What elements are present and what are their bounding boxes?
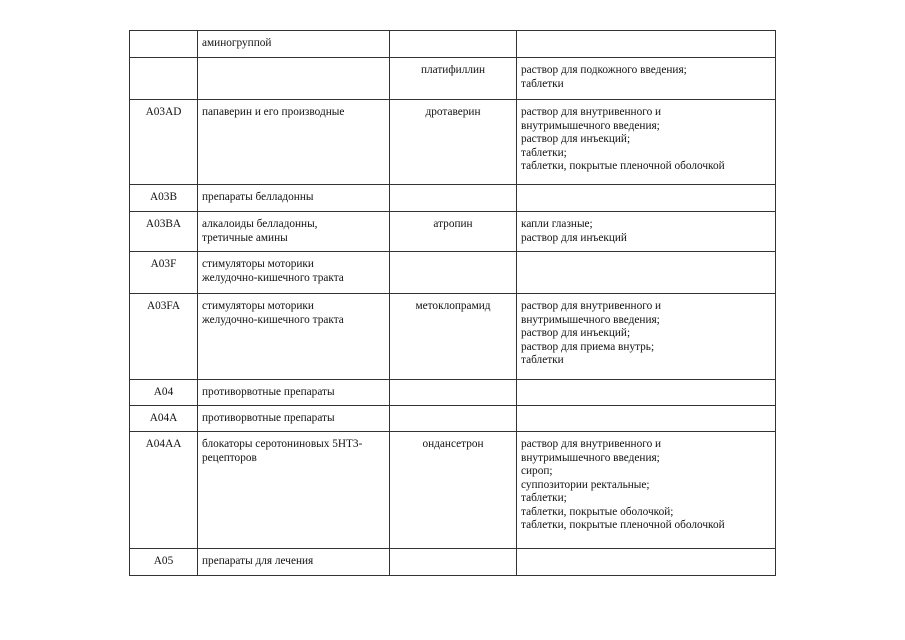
dosage-form-line: раствор для внутривенного и bbox=[521, 106, 662, 118]
dosage-form-cell bbox=[517, 31, 776, 58]
anatomical-group-cell bbox=[198, 100, 390, 185]
group-name-line: аминогруппой bbox=[202, 37, 272, 49]
atc-code-cell: A03AD bbox=[130, 100, 198, 185]
group-name-line: препараты для лечения bbox=[202, 555, 314, 567]
atc-code-cell: A03B bbox=[130, 185, 198, 212]
group-name-line: блокаторы серотониновых 5HT3- bbox=[202, 438, 363, 450]
atc-code-cell: A03FA bbox=[130, 294, 198, 380]
table-row bbox=[130, 294, 776, 380]
dosage-form-line: раствор для инъекций; bbox=[521, 327, 631, 339]
dosage-form-line: раствор для внутривенного и bbox=[521, 300, 662, 312]
table-row bbox=[130, 252, 776, 294]
drug-name-cell: платифиллин bbox=[390, 58, 517, 100]
dosage-form-line: таблетки; bbox=[521, 492, 567, 504]
dosage-form-line: раствор для подкожного введения; bbox=[521, 64, 687, 76]
dosage-form-cell bbox=[517, 549, 776, 576]
drug-name-cell bbox=[390, 185, 517, 212]
table-row bbox=[130, 100, 776, 185]
group-name-line: третичные амины bbox=[202, 231, 288, 244]
atc-code-cell bbox=[130, 31, 198, 58]
dosage-form-line: таблетки, покрытые пленочной оболочкой bbox=[521, 519, 725, 531]
anatomical-group-cell bbox=[198, 294, 390, 380]
drug-name-cell: метоклопрамид bbox=[390, 294, 517, 380]
dosage-form-line: таблетки, покрытые оболочкой; bbox=[521, 505, 674, 518]
dosage-form-cell bbox=[517, 380, 776, 406]
dosage-form-cell bbox=[517, 432, 776, 549]
dosage-form-line: таблетки; bbox=[521, 146, 567, 159]
table-row bbox=[130, 185, 776, 212]
table-row bbox=[130, 406, 776, 432]
drug-name-cell: атропин bbox=[390, 212, 517, 252]
anatomical-group-cell bbox=[198, 31, 390, 58]
group-name-line: противорвотные препараты bbox=[202, 386, 335, 398]
dosage-form-line: капли глазные; bbox=[521, 218, 593, 230]
table-row bbox=[130, 58, 776, 100]
anatomical-group-cell bbox=[198, 432, 390, 549]
group-name-line: противорвотные препараты bbox=[202, 412, 335, 424]
group-name-line: препараты белладонны bbox=[202, 191, 314, 203]
atc-code-cell: A05 bbox=[130, 549, 198, 576]
atc-code-cell bbox=[130, 58, 198, 100]
drug-name-cell: дротаверин bbox=[390, 100, 517, 185]
group-name-line: папаверин и его производные bbox=[202, 106, 345, 118]
atc-code-cell: A03BA bbox=[130, 212, 198, 252]
drug-name-cell bbox=[390, 380, 517, 406]
dosage-form-cell bbox=[517, 100, 776, 185]
dosage-form-cell bbox=[517, 212, 776, 252]
dosage-form-line: внутримышечного введения; bbox=[521, 313, 660, 326]
drug-name-cell bbox=[390, 252, 517, 294]
atc-code-cell: A03F bbox=[130, 252, 198, 294]
dosage-form-line: внутримышечного введения; bbox=[521, 119, 660, 132]
table-row bbox=[130, 432, 776, 549]
anatomical-group-cell bbox=[198, 252, 390, 294]
dosage-form-line: таблетки bbox=[521, 354, 564, 366]
drug-name-cell bbox=[390, 549, 517, 576]
anatomical-group-cell bbox=[198, 58, 390, 100]
anatomical-group-cell bbox=[198, 549, 390, 576]
dosage-form-cell bbox=[517, 185, 776, 212]
medication-table bbox=[129, 30, 776, 576]
table-row bbox=[130, 549, 776, 576]
dosage-form-line: раствор для приема внутрь; bbox=[521, 340, 655, 353]
table-row bbox=[130, 380, 776, 406]
anatomical-group-cell bbox=[198, 185, 390, 212]
dosage-form-cell bbox=[517, 252, 776, 294]
group-name-line: рецепторов bbox=[202, 451, 257, 464]
dosage-form-cell bbox=[517, 406, 776, 432]
group-name-line: алкалоиды белладонны, bbox=[202, 218, 318, 230]
group-name-line: желудочно-кишечного тракта bbox=[202, 271, 344, 284]
anatomical-group-cell bbox=[198, 380, 390, 406]
dosage-form-cell bbox=[517, 58, 776, 100]
table-row bbox=[130, 212, 776, 252]
drug-name-cell: ондансетрон bbox=[390, 432, 517, 549]
dosage-form-line: раствор для инъекций; bbox=[521, 133, 631, 145]
dosage-form-cell bbox=[517, 294, 776, 380]
group-name-line: стимуляторы моторики bbox=[202, 258, 314, 270]
dosage-form-line: таблетки, покрытые пленочной оболочкой bbox=[521, 160, 725, 172]
dosage-form-line: раствор для инъекций bbox=[521, 231, 627, 244]
drug-name-cell bbox=[390, 406, 517, 432]
atc-code-cell: A04AA bbox=[130, 432, 198, 549]
drug-name-cell bbox=[390, 31, 517, 58]
dosage-form-line: раствор для внутривенного и bbox=[521, 438, 662, 450]
group-name-line: стимуляторы моторики bbox=[202, 300, 314, 312]
dosage-form-line: таблетки bbox=[521, 77, 564, 90]
medication-table-body bbox=[130, 31, 776, 576]
dosage-form-line: внутримышечного введения; bbox=[521, 451, 660, 464]
dosage-form-line: сироп; bbox=[521, 465, 553, 477]
group-name-line: желудочно-кишечного тракта bbox=[202, 313, 344, 326]
atc-code-cell: A04A bbox=[130, 406, 198, 432]
dosage-form-line: суппозитории ректальные; bbox=[521, 478, 650, 491]
anatomical-group-cell bbox=[198, 406, 390, 432]
anatomical-group-cell bbox=[198, 212, 390, 252]
table-row bbox=[130, 31, 776, 58]
atc-code-cell: A04 bbox=[130, 380, 198, 406]
